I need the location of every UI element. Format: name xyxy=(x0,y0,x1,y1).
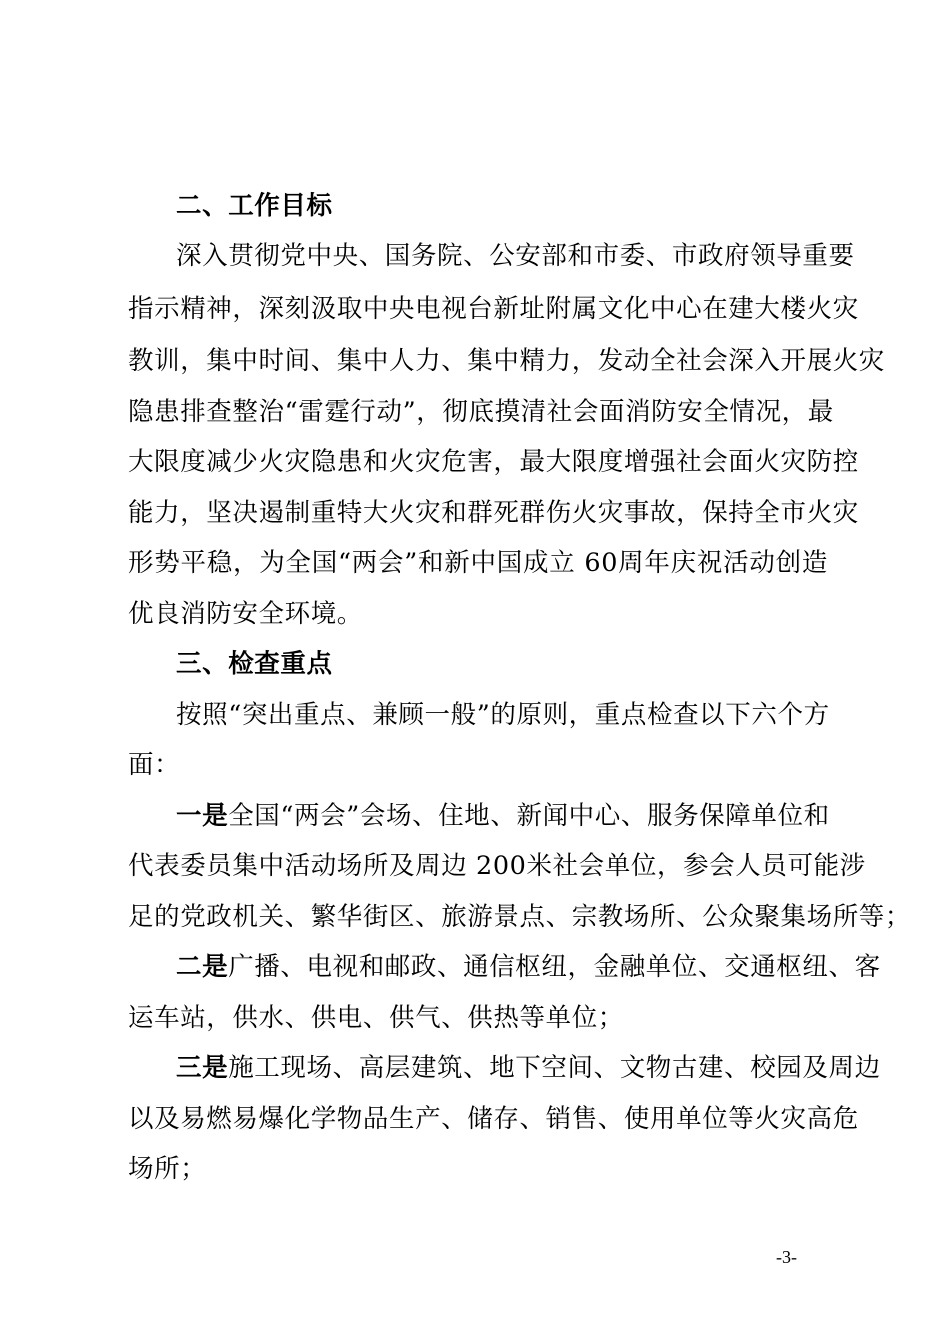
list-item-3-first-line xyxy=(176,1052,881,1084)
paragraph-line: 运车站，供水、供电、供气、供热等单位； xyxy=(128,1003,624,1033)
paragraph-line: 教训，集中时间、集中人力、集中精力，发动全社会深入开展火灾 xyxy=(128,346,885,376)
paragraph-line: 场所； xyxy=(128,1154,207,1184)
section-heading-focus: 三、检查重点 xyxy=(176,649,333,679)
paragraph-line: 指示精神，深刻汲取中央电视台新址附属文化中心在建大楼火灾 xyxy=(128,294,859,324)
list-item-2-first-line xyxy=(176,951,881,983)
paragraph-line: 深入贯彻党中央、国务院、公安部和市委、市政府领导重要 xyxy=(176,241,855,271)
list-item-1-first-line xyxy=(176,800,828,832)
paragraph-line: 优良消防安全环境。 xyxy=(128,599,363,629)
item-3-lead: 三是 xyxy=(176,1053,229,1083)
paragraph-line: 代表委员集中活动场所及周边 200米社会单位，参会人员可能涉 xyxy=(128,851,866,881)
paragraph-line: 按照“突出重点、兼顾一般”的原则，重点检查以下六个方 xyxy=(176,700,830,730)
page-number: -3- xyxy=(776,1247,797,1267)
paragraph-line: 隐患排查整治“雷霆行动”，彻底摸清社会面消防安全情况，最 xyxy=(128,397,834,427)
paragraph-line: 足的党政机关、繁华街区、旅游景点、宗教场所、公众聚集场所等； xyxy=(128,902,912,932)
item-3-text: 施工现场、高层建筑、地下空间、文物古建、校园及周边 xyxy=(228,1053,881,1083)
section-heading-goals: 二、工作目标 xyxy=(176,191,333,221)
paragraph-line: 能力，坚决遏制重特大火灾和群死群伤火灾事故，保持全市火灾 xyxy=(128,498,859,528)
paragraph-line: 以及易燃易爆化学物品生产、储存、销售、使用单位等火灾高危 xyxy=(128,1104,859,1134)
item-1-lead: 一是 xyxy=(176,801,229,831)
paragraph-line: 面： xyxy=(128,750,181,780)
item-2-text: 广播、电视和邮政、通信枢纽，金融单位、交通枢纽、客 xyxy=(228,952,881,982)
item-1-text: 全国“两会”会场、住地、新闻中心、服务保障单位和 xyxy=(228,801,830,831)
item-2-lead: 二是 xyxy=(176,952,229,982)
paragraph-line: 大限度减少火灾隐患和火灾危害，最大限度增强社会面火灾防控 xyxy=(128,447,859,477)
paragraph-line: 形势平稳，为全国“两会”和新中国成立 60周年庆祝活动创造 xyxy=(128,548,828,578)
